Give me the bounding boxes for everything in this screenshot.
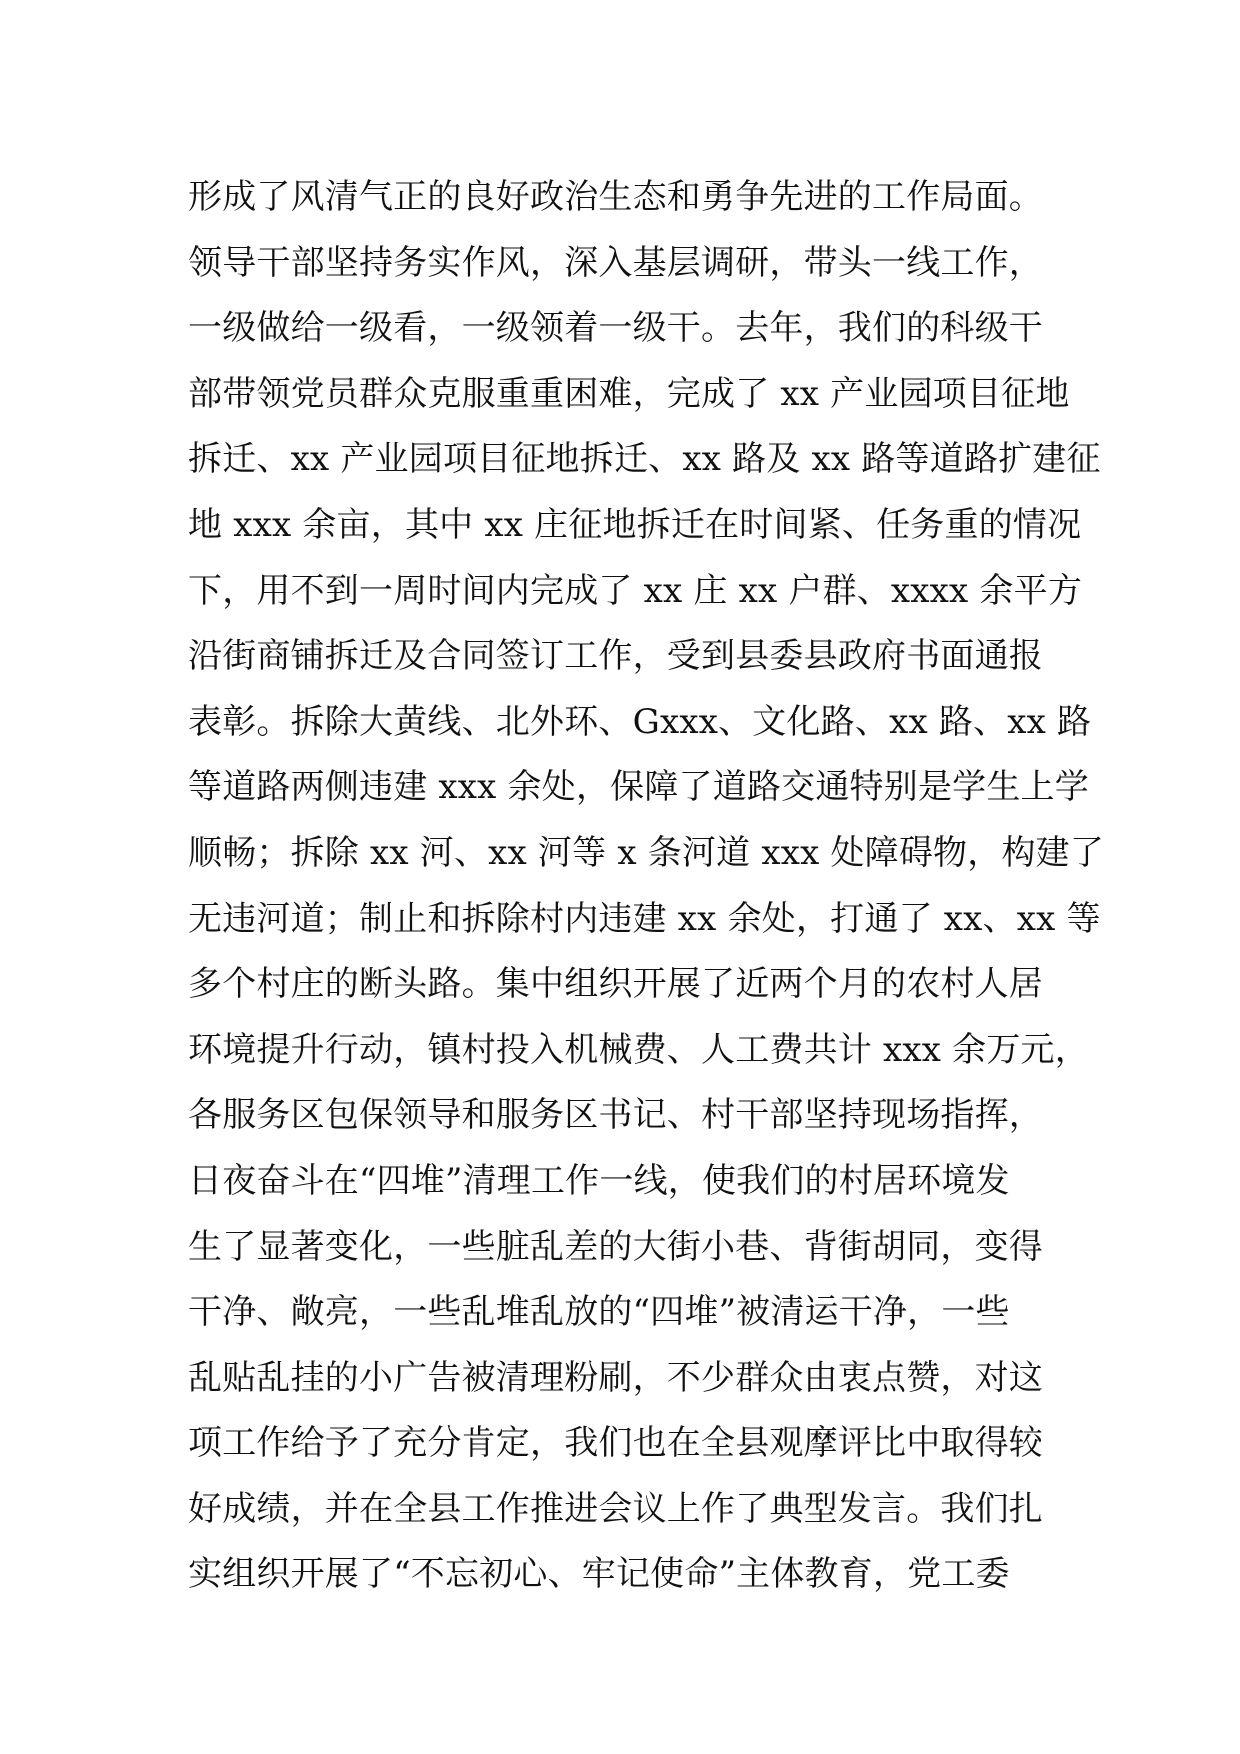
text-line: 项工作给予了充分肯定，我们也在全县观摩评比中取得较 [188, 1423, 1043, 1464]
text-line: 拆迁、xx 产业园项目征地拆迁、xx 路及 xx 路等道路扩建征 [188, 439, 1101, 480]
text-line: 形成了风清气正的良好政治生态和勇争先进的工作局面。 [188, 177, 1043, 217]
text-line: 表彰。拆除大黄线、北外环、Gxxx、文化路、xx 路、xx 路 [188, 701, 1092, 742]
text-line: 领导干部坚持务实作风，深入基层调研，带头一线工作， [188, 242, 1043, 283]
text-line: 日夜奋斗在“四堆”清理工作一线，使我们的村居环境发 [188, 1160, 1010, 1201]
text-line: 无违河道；制止和拆除村内违建 xx 余处，打通了 xx、xx 等 [188, 898, 1101, 939]
text-line: 顺畅；拆除 xx 河、xx 河等 x 条河道 xxx 处障碍物，构建了 [188, 832, 1105, 873]
text-line: 好成绩，并在全县工作推进会议上作了典型发言。我们扎 [188, 1488, 1043, 1529]
text-line: 多个村庄的断头路。集中组织开展了近两个月的农村人居 [188, 964, 1043, 1005]
text-line: 一级做给一级看，一级领着一级干。去年，我们的科级干 [188, 308, 1043, 349]
text-line: 沿街商铺拆迁及合同签订工作，受到县委县政府书面通报 [188, 636, 1043, 677]
text-line: 等道路两侧违建 xxx 余处，保障了道路交通特别是学生上学 [188, 767, 1089, 808]
text-line: 地 xxx 余亩，其中 xx 庄征地拆迁在时间紧、任务重的情况 [188, 504, 1082, 545]
text-line: 乱贴乱挂的小广告被清理粉刷，不少群众由衷点赞，对这 [188, 1357, 1043, 1398]
text-line: 各服务区包保领导和服务区书记、村干部坚持现场指挥， [188, 1095, 1043, 1136]
text-line: 实组织开展了“不忘初心、牢记使命”主体教育，党工委 [188, 1554, 1010, 1595]
body-text [188, 165, 1105, 1608]
text-line: 干净、敞亮，一些乱堆乱放的“四堆”被清运干净，一些 [188, 1292, 1010, 1333]
text-line: 下，用不到一周时间内完成了 xx 庄 xx 户群、xxxx 余平方 [188, 570, 1083, 611]
text-line: 部带领党员群众克服重重困难，完成了 xx 产业园项目征地 [188, 373, 1070, 414]
text-line: 生了显著变化，一些脏乱差的大街小巷、背街胡同，变得 [188, 1226, 1043, 1267]
text-line: 环境提升行动，镇村投入机械费、人工费共计 xxx 余万元， [188, 1029, 1089, 1070]
